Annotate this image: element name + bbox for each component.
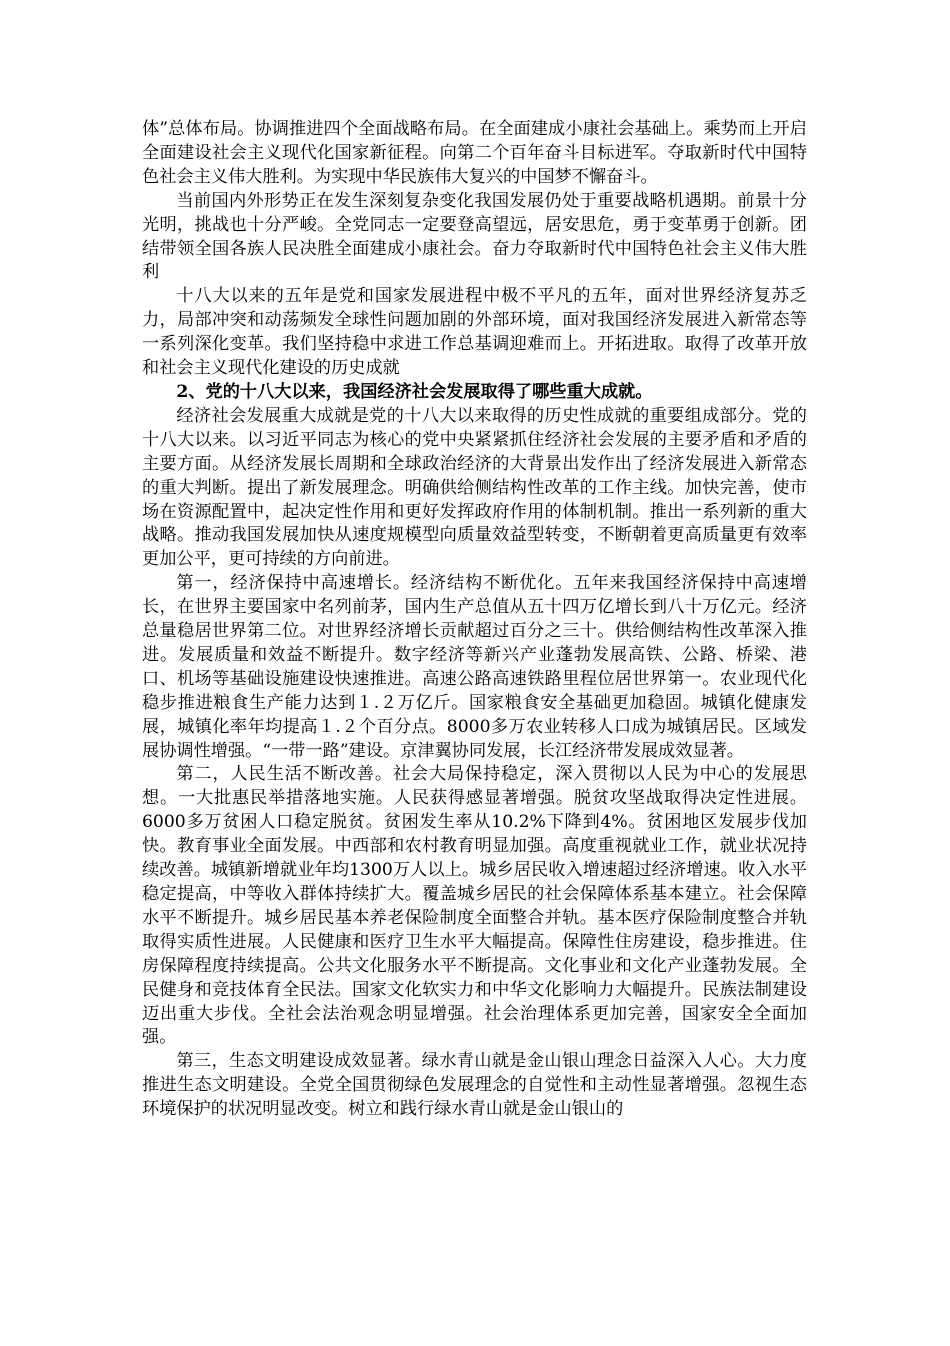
paragraph-ecology: 第三，生态文明建设成效显著。绿水青山就是金山银山理念日益深入人心。大力度推进生态文明建设。全党全国贯彻绿色发展理念的自觉性和主动性显著增强。忽视生态环境保护的状况明显改变。树立和践行绿水青山就是金山银山的 [142,1051,807,1120]
section-heading: 2、党的十八大以来，我国经济社会发展取得了哪些重大成就。 [176,381,653,402]
paragraph-situation: 当前国内外形势正在发生深刻复杂变化我国发展仍处于重要战略机遇期。前景十分光明，挑战也十分严峻。全党同志一定要登高望远，居安思危，勇于变革勇于创新。团结带领全国各族人民决胜全面建成小康社会。奋力夺取新时代中国特色社会主义伟大胜利 [142,190,807,283]
paragraph-five-years: 十八大以来的五年是党和国家发展进程中极不平凡的五年，面对世界经济复苏乏力，局部冲突和动荡频发全球性问题加剧的外部环境，面对我国经济发展进入新常态等一系列深化变革。我们坚持稳中求进工作总基调迎难而上。开拓进取。取得了改革开放和社会主义现代化建设的历史成就 [142,286,807,379]
document-page [142,118,807,1122]
paragraph-achievements-intro: 经济社会发展重大成就是党的十八大以来取得的历史性成就的重要组成部分。党的十八大以来。以习近平同志为核心的党中央紧紧抓住经济社会发展的主要矛盾和矛盾的主要方面。从经济发展长周期和全球政治经济的大背景出发作出了经济发展进入新常态的重大判断。提出了新发展理念。明确供给侧结构性改革的工作主线。加快完善，使市场在资源配置中，起决定性作用和更好发挥政府作用的体制机制。推出一系列新的重大战略。推动我国发展加快从速度规模型向质量效益型转变，不断朝着更高质量更有效率更加公平，更可持续的方向前进。 [142,405,807,570]
paragraph-livelihood: 第二，人民生活不断改善。社会大局保持稳定，深入贯彻以人民为中心的发展思想。一大批惠民举措落地实施。人民获得感显著增强。脱贫攻坚战取得决定性进展。6000多万贫困人口稳定脱贫。贫困发生率从10.2%下降到4%。贫困地区发展步伐加快。教育事业全面发展。中西部和农村教育明显加强。高度重视就业工作，就业状况持续改善。城镇新增就业年均1300万人以上。城乡居民收入增速超过经济增速。收入水平稳定提高，中等收入群体持续扩大。覆盖城乡居民的社会保障体系基本建立。社会保障水平不断提升。城乡居民基本养老保险制度全面整合并轨。基本医疗保险制度整合并轨取得实质性进展。人民健康和医疗卫生水平大幅提高。保障性住房建设，稳步推进。住房保障程度持续提高。公共文化服务水平不断提高。文化事业和文化产业蓬勃发展。全民健身和竞技体育全民法。国家文化软实力和中华文化影响力大幅提升。民族法制建设迈出重大步伐。全社会法治观念明显增强。社会治理体系更加完善，国家安全全面加强。 [142,764,807,1048]
paragraph-economy: 第一，经济保持中高速增长。经济结构不断优化。五年来我国经济保持中高速增长，在世界主要国家中名列前茅，国内生产总值从五十四万亿增长到八十万亿元。经济总量稳居世界第二位。对世界经济增长贡献超过百分之三十。供给侧结构性改革深入推进。发展质量和效益不断提升。数字经济等新兴产业蓬勃发展高铁、公路、桥梁、港口、机场等基础设施建设快速推进。高速公路高速铁路里程位居世界第一。农业现代化稳步推进粮食生产能力达到１.２万亿斤。国家粮食安全基础更加稳固。城镇化健康发展，城镇化率年均提高１.２个百分点。8000多万农业转移人口成为城镇居民。区域发展协调性增强。“一带一路”建设。京津翼协同发展，长江经济带发展成效显著。 [142,573,807,761]
paragraph-continuation: 体”总体布局。协调推进四个全面战略布局。在全面建成小康社会基础上。乘势而上开启全面建设社会主义现代化国家新征程。向第二个百年奋斗目标进军。夺取新时代中国特色社会主义伟大胜利。为实现中华民族伟大复兴的中国梦不懈奋斗。 [142,119,807,187]
